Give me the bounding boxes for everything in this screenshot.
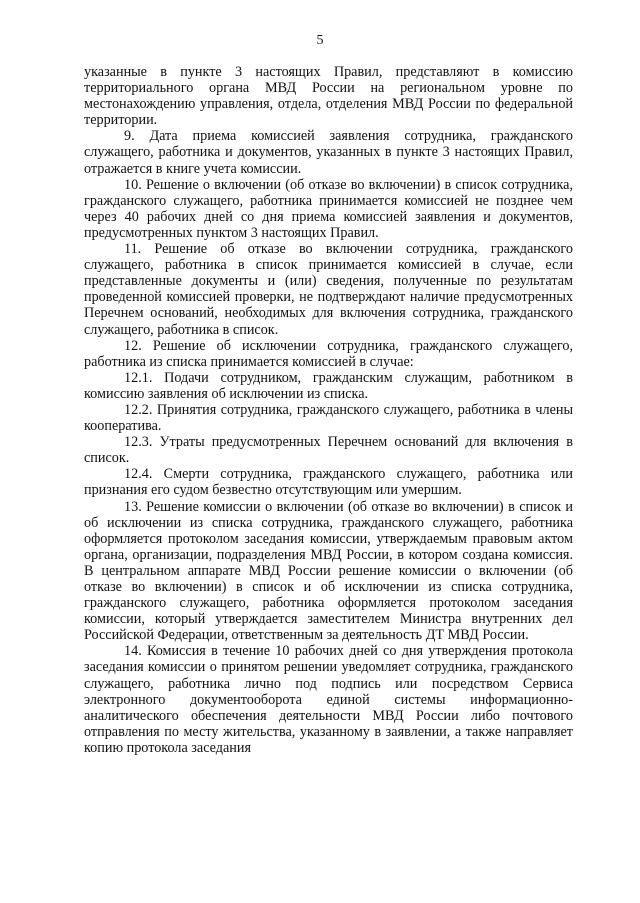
paragraph-14: 14. Комиссия в течение 10 рабочих дней со дня утверждения протокола заседания комиссии о принятом решении уведомляет сотрудника, гражданского служащего, работника лично под подпись или посредством Сервиса электронного документооборота единой системы информационно-аналитического обеспечения деятельности МВД России либо почтового отправления по месту жительства, указанному в заявлении, а также направляет копию протокола заседания [84, 643, 573, 756]
document-body [84, 64, 573, 756]
paragraph-12: 12. Решение об исключении сотрудника, гражданского служащего, работника из списка принимается комиссией в случае: [84, 337, 573, 370]
paragraph-12-2: 12.2. Принятия сотрудника, гражданского служащего, работника в члены кооператива. [84, 401, 573, 435]
paragraph-continuation: указанные в пункте 3 настоящих Правил, представляют в комиссию территориального органа МВД России на региональном уровне по местонахождению управления, отдела, отделения МВД России по федеральной территории. [84, 64, 573, 129]
page-number: 5 [316, 33, 324, 48]
paragraph-13: 13. Решение комиссии о включении (об отказе во включении) в список и об исключении из списка сотрудника, гражданского служащего, работника оформляется протоколом заседания комиссии, утверждаемым правовым актом органа, организации, подразделения МВД России, в котором создана комиссия. В центральном аппарате МВД России решение комиссии о включении (об отказе во включении) в список и об исключении из списка сотрудника, гражданского служащего, работника оформляется протоколом заседания комиссии, который утверждается заместителем Министра внутренних дел Российской Федерации, ответственным за деятельность ДТ МВД России. [84, 498, 573, 644]
paragraph-9: 9. Дата приема комиссией заявления сотрудника, гражданского служащего, работника и документов, указанных в пункте 3 настоящих Правил, отражается в книге учета комиссии. [84, 128, 573, 177]
paragraph-12-3: 12.3. Утраты предусмотренных Перечнем оснований для включения в список. [84, 434, 573, 467]
paragraph-10: 10. Решение о включении (об отказе во включении) в список сотрудника, гражданского служащего, работника принимается комиссией не позднее чем через 40 рабочих дней со дня приема комиссией заявления и документов, предусмотренных пунктом 3 настоящих Правил. [84, 176, 573, 241]
paragraph-12-1: 12.1. Подачи сотрудником, гражданским служащим, работником в комиссию заявления об исключении из списка. [84, 369, 573, 402]
paragraph-11: 11. Решение об отказе во включении сотрудника, гражданского служащего, работника в список принимается комиссией в случае, если представленные документы и (или) сведения, полученные по результатам проведенной комиссией проверки, не подтверждают наличие предусмотренных Перечнем оснований, необходимых для включения сотрудника, гражданского служащего, работника в список. [84, 241, 573, 338]
paragraph-12-4: 12.4. Смерти сотрудника, гражданского служащего, работника или признания его судом безвестно отсутствующим или умершим. [84, 466, 573, 499]
